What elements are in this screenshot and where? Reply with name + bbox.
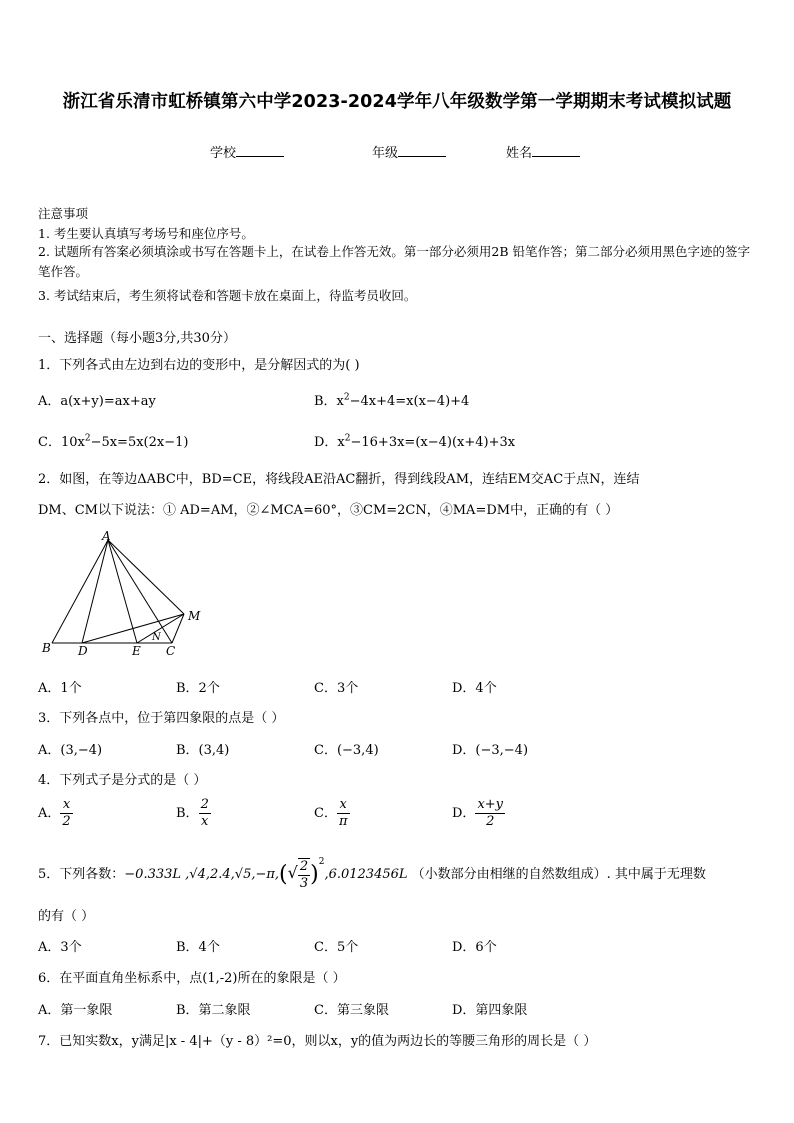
- q4-b-fraction: [199, 797, 211, 830]
- question-4-stem: 4．下列式子是分式的是（ ）: [38, 773, 207, 788]
- school-blank: [236, 144, 284, 157]
- q1-d-prefix: D．x: [314, 435, 345, 450]
- q1-b-exponent: 2: [343, 392, 350, 403]
- q1-b-prefix: B．x: [314, 394, 344, 409]
- vertex-label-a: A: [102, 530, 111, 543]
- denominator: 3: [299, 875, 309, 891]
- name-blank: [532, 144, 580, 157]
- q6-option-d: D．第四象限: [452, 1003, 528, 1018]
- question-5-line2: 的有（ ）: [38, 909, 95, 924]
- name-label: 姓名: [506, 146, 533, 161]
- q2-option-b: B．2个: [176, 681, 220, 696]
- q6-option-b: B．第二象限: [176, 1003, 251, 1018]
- q4-d-label: D．: [452, 806, 476, 821]
- numerator: 2: [299, 858, 309, 874]
- section-heading: 一、选择题（每小题3分,共30分）: [38, 331, 236, 346]
- q1-c-prefix: C．10x: [38, 435, 85, 450]
- q3-option-a: A．(3,−4): [38, 743, 103, 758]
- name-field: [506, 142, 580, 161]
- point-label-e: E: [132, 644, 141, 658]
- q1-d-suffix: −16+3x=(x−4)(x+4)+3x: [350, 435, 516, 450]
- question-6-stem: 6．在平面直角坐标系中，点(1,-2)所在的象限是（ ）: [38, 971, 346, 986]
- question-5-stem: [38, 857, 706, 892]
- q5-option-a: A．3个: [38, 940, 82, 955]
- vertex-label-c: C: [166, 644, 176, 658]
- q1-b-suffix: −4x+4=x(x−4)+4: [349, 394, 470, 409]
- q5-suffix: （小数部分由相继的自然数组成）. 其中属于无理数: [411, 867, 706, 882]
- q5-option-b: B．4个: [176, 940, 220, 955]
- left-paren-icon: (: [279, 862, 288, 887]
- q5-option-c: C．5个: [314, 940, 359, 955]
- notice-item: 3. 考试结束后，考生须将试卷和答题卡放在桌面上，待监考员收回。: [38, 288, 417, 303]
- q4-c-fraction: [337, 797, 350, 830]
- q4-option-d: [452, 797, 505, 830]
- question-2-line1: 2．如图，在等边ΔABC中，BD=CE，将线段AE沿AC翻折，得到线段AM，连结EM交AC于点N，连结: [38, 472, 640, 487]
- q4-option-b: [176, 797, 211, 830]
- numerator: x: [339, 797, 347, 812]
- q2-option-a: A．1个: [38, 681, 82, 696]
- notice-item: 1. 考生要认真填写考场号和座位序号。: [38, 226, 254, 241]
- q5-power: 2: [318, 857, 325, 867]
- q3-option-d: D．(−3,−4): [452, 743, 529, 758]
- point-label-m: M: [188, 609, 201, 623]
- q4-a-label: A．: [38, 806, 61, 821]
- q2-option-d: D．4个: [452, 681, 497, 696]
- exam-title: 浙江省乐清市虹桥镇第六中学2023-2024学年八年级数学第一学期期末考试模拟试题: [62, 92, 732, 112]
- denominator: x: [199, 813, 211, 830]
- grade-blank: [398, 144, 446, 157]
- denominator: π: [338, 814, 348, 829]
- grade-field: [372, 142, 446, 161]
- right-paren-icon: ): [310, 862, 319, 887]
- q1-option-d: [314, 431, 515, 450]
- q4-b-label: B．: [176, 806, 199, 821]
- school-label: 学校: [210, 146, 237, 161]
- q6-option-a: A．第一象限: [38, 1003, 113, 1018]
- q1-option-a: A．a(x+y)=ax+ay: [38, 394, 156, 409]
- point-label-n: N: [152, 632, 161, 643]
- q4-d-fraction: [475, 797, 505, 830]
- q1-option-c: [38, 431, 188, 450]
- q3-option-c: C．(−3,4): [314, 743, 379, 758]
- vertex-label-b: B: [42, 641, 51, 655]
- point-label-d: D: [78, 644, 88, 658]
- question-3-stem: 3．下列各点中，位于第四象限的点是（ ）: [38, 711, 285, 726]
- notice-heading: 注意事项: [38, 206, 89, 221]
- q5-numbers: −0.333L ,√4,2.4,√5,−π,: [124, 867, 280, 882]
- q6-option-c: C．第三象限: [314, 1003, 389, 1018]
- denominator: 2: [62, 814, 71, 829]
- school-field: [210, 142, 284, 161]
- q4-c-label: C．: [314, 806, 337, 821]
- q5-option-d: D．6个: [452, 940, 497, 955]
- question-2-line2: DM、CM以下说法：① AD=AM，②∠MCA=60°，③CM=2CN，④MA=DM中，正确的有（ ）: [38, 503, 619, 518]
- q4-option-c: [314, 797, 350, 830]
- numerator: 2: [200, 797, 209, 812]
- q1-option-b: [314, 390, 469, 409]
- numerator: x: [62, 797, 71, 812]
- triangle-figure: [40, 530, 220, 662]
- q3-option-b: B．(3,4): [176, 743, 230, 758]
- grade-label: 年级: [372, 146, 399, 161]
- q4-option-a: [38, 797, 73, 830]
- notice-item: 2. 试题所有答案必须填涂或书写在答题卡上，在试卷上作答无效。第一部分必须用2B 铅笔作答；第二部分必须用黑色字迹的签字笔作答。: [38, 244, 751, 279]
- q4-a-fraction: [60, 797, 72, 830]
- q2-option-c: C．3个: [314, 681, 359, 696]
- question-1-stem: 1．下列各式由左边到右边的变形中，是分解因式的为( ): [38, 358, 360, 373]
- q5-prefix: 5．下列各数：: [38, 867, 125, 882]
- q5-root-fraction: [298, 858, 310, 892]
- sqrt-icon: √: [287, 863, 298, 882]
- numerator: x+y: [477, 797, 504, 812]
- q1-c-suffix: −5x=5x(2x−1): [90, 435, 189, 450]
- q5-numbers-2: ,6.0123456L: [324, 867, 408, 882]
- q1-d-exponent: 2: [344, 433, 351, 444]
- denominator: 2: [475, 813, 505, 830]
- question-7-stem: 7．已知实数x，y满足|x - 4|+（y - 8）²=0，则以x，y的值为两边长的等腰三角形的周长是（ ）: [38, 1034, 597, 1049]
- q1-c-exponent: 2: [84, 433, 91, 444]
